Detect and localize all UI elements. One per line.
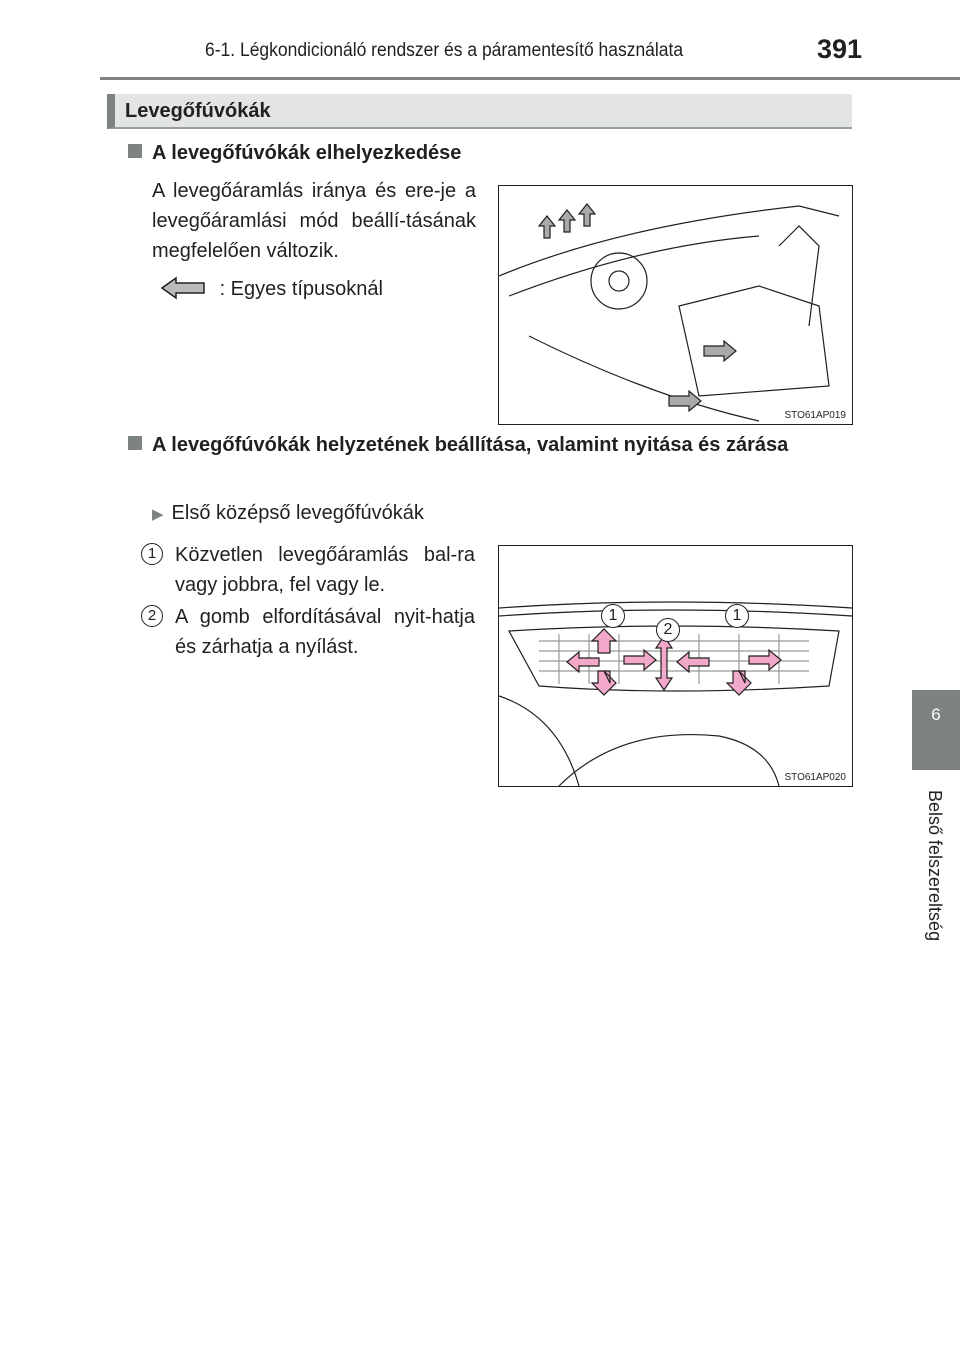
legend-text: : Egyes típusoknál xyxy=(219,278,383,300)
callout-1b: 1 xyxy=(725,604,749,628)
chapter-side-label: Belső felszereltség xyxy=(925,790,945,942)
vent-illustration xyxy=(499,546,852,786)
page-number: 391 xyxy=(817,34,863,64)
square-bullet-icon xyxy=(128,436,142,450)
circled-number: 2 xyxy=(141,605,163,627)
subheading-text: A levegőfúvókák helyzetének beállítása, valamint nyitása és zárása xyxy=(152,434,789,456)
bullet-front-center-vents xyxy=(152,498,424,530)
callout-1: 1 xyxy=(601,604,625,628)
paragraph-airflow: A levegőáramlás iránya és ere-je a levegőáramlási mód beállí-tásának megfelelően változik. xyxy=(152,180,476,262)
figure-code: STO61AP019 xyxy=(784,410,846,421)
bullet-text: Első középső levegőfúvókák xyxy=(171,502,424,524)
figure-code: STO61AP020 xyxy=(784,772,846,783)
section-title-text: Levegőfúvókák xyxy=(125,100,271,122)
circled-number: 1 xyxy=(141,543,163,565)
triangle-bullet-icon: ▶ xyxy=(152,506,164,523)
section-title xyxy=(107,94,852,129)
item-text: Közvetlen levegőáramlás bal-ra vagy jobbra, fel vagy le. xyxy=(175,544,475,596)
car-interior-illustration xyxy=(499,186,852,424)
subheading-text: A levegőfúvókák elhelyezkedése xyxy=(152,142,462,164)
item-2 xyxy=(147,602,475,662)
subheading-location xyxy=(128,138,461,168)
header-rule xyxy=(100,77,960,80)
arrow-legend-icon xyxy=(160,276,208,300)
center-vents-figure xyxy=(498,545,853,787)
callout-2: 2 xyxy=(656,618,680,642)
subheading-adjust xyxy=(128,430,848,460)
legend xyxy=(160,274,480,304)
chapter-title: 6-1. Légkondicionáló rendszer és a páramentesítő használata xyxy=(205,40,684,61)
chapter-tab: 6 xyxy=(912,690,960,770)
square-bullet-icon xyxy=(128,144,142,158)
item-text: A gomb elfordításával nyit-hatja és zárhatja a nyílást. xyxy=(175,606,475,658)
item-1 xyxy=(147,540,475,600)
dashboard-vents-figure xyxy=(498,185,853,425)
